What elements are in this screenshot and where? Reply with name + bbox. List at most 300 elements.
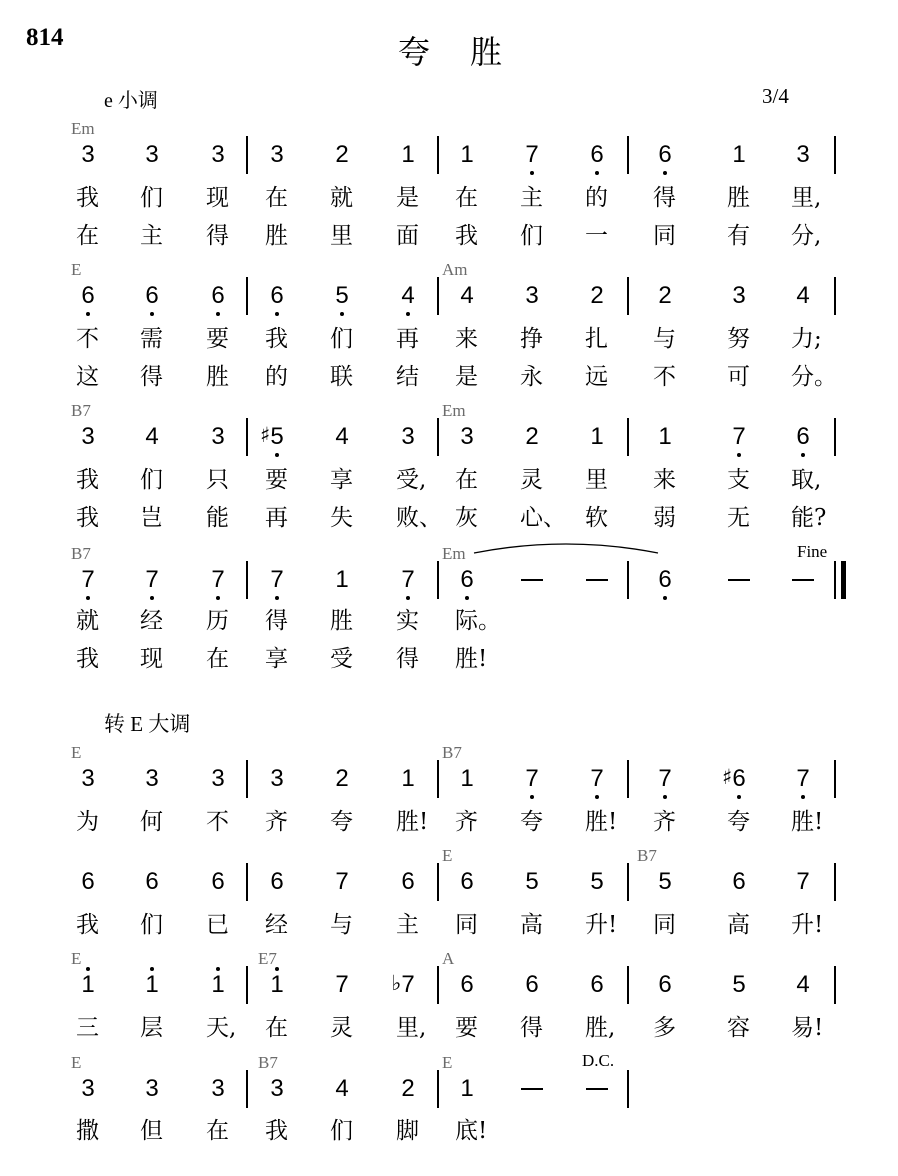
lyric-syllable: 在 [455, 467, 478, 493]
lyric-syllable: 可 [727, 364, 750, 390]
note [650, 282, 680, 310]
note-digit: 7 [658, 765, 672, 792]
note-digit: 7 [590, 765, 604, 792]
note-digit: 6 [81, 868, 95, 895]
note [788, 868, 818, 896]
note-digit: 3 [525, 282, 539, 309]
note [517, 971, 547, 999]
note-digit: 3 [211, 141, 225, 168]
note-digit: 1 [658, 423, 672, 450]
lyric-syllable: 胜 [330, 608, 353, 634]
note [262, 423, 292, 451]
lyric-syllable: 得 [265, 608, 288, 634]
chord-symbol: E [442, 846, 453, 865]
barline [834, 136, 836, 174]
note [203, 868, 233, 896]
note [452, 141, 482, 169]
lyric-syllable: 有 [727, 223, 750, 249]
note-digit: 6 [211, 282, 225, 309]
lyric-syllable: 里, [396, 1015, 427, 1041]
note [724, 765, 754, 793]
note [262, 141, 292, 169]
note-digit: 6 [145, 282, 159, 309]
lyric-syllable: 软 [585, 505, 608, 531]
note [650, 971, 680, 999]
note-digit: 7 [335, 868, 349, 895]
note [452, 765, 482, 793]
chord-symbol: A [442, 949, 455, 968]
note [724, 868, 754, 896]
lyric-syllable: 分, [791, 223, 822, 249]
note [393, 971, 423, 999]
note-digit: 6 [658, 566, 672, 593]
lyric-syllable: 升! [791, 912, 824, 938]
lyric-syllable: 易! [791, 1015, 824, 1041]
note-digit: 3 [270, 765, 284, 792]
lyric-syllable: 胜! [791, 809, 824, 835]
hold-dash [586, 579, 608, 581]
note [582, 868, 612, 896]
lyric-syllable: 无 [727, 505, 750, 531]
note-digit: 4 [335, 423, 349, 450]
note-digit: 3 [81, 423, 95, 450]
note [582, 971, 612, 999]
lyric-syllable: 里 [330, 223, 353, 249]
barline [437, 277, 439, 315]
note [517, 423, 547, 451]
navigation-mark: Fine [797, 542, 828, 561]
lyric-syllable: 们 [330, 1118, 353, 1144]
lyric-syllable: 要 [265, 467, 288, 493]
note [327, 765, 357, 793]
note-digit: 4 [796, 971, 810, 998]
lyric-syllable: 得 [206, 223, 229, 249]
hold-dash [792, 579, 814, 581]
note [73, 765, 103, 793]
chord-symbol: B7 [71, 401, 91, 420]
barline [246, 966, 248, 1004]
lyric-syllable: 胜! [585, 809, 618, 835]
lyric-syllable: 心、 [520, 505, 566, 531]
navigation-mark: D.C. [582, 1051, 615, 1070]
note-digit: 3 [796, 141, 810, 168]
lyric-syllable: 升! [585, 912, 618, 938]
barline [834, 561, 836, 599]
note-digit: 3 [732, 282, 746, 309]
note [582, 141, 612, 169]
chord-symbol: B7 [442, 743, 462, 762]
note [393, 566, 423, 594]
lyric-syllable: 主 [520, 185, 543, 211]
lyric-syllable: 经 [140, 608, 163, 634]
barline [246, 561, 248, 599]
lyric-syllable: 要 [455, 1015, 478, 1041]
note-digit: 3 [211, 423, 225, 450]
barline [437, 863, 439, 901]
lyric-syllable: 但 [140, 1118, 163, 1144]
note [327, 282, 357, 310]
lyric-syllable: 能? [791, 505, 827, 531]
note [650, 566, 680, 594]
note-digit: 5 [335, 282, 349, 309]
note-digit: 2 [335, 141, 349, 168]
note [262, 971, 292, 999]
note-digit: 1 [460, 1075, 474, 1102]
lyric-syllable: 结 [396, 364, 419, 390]
lyric-syllable: 夸 [520, 809, 543, 835]
barline [437, 760, 439, 798]
note-digit: 6 [796, 423, 810, 450]
lyric-syllable: 得 [653, 185, 676, 211]
chord-symbol: E [71, 743, 82, 762]
lyric-syllable: 的 [265, 364, 288, 390]
note-digit: 3 [145, 765, 159, 792]
lyric-syllable: 得 [520, 1015, 543, 1041]
lyric-syllable: 我 [76, 467, 99, 493]
lyric-syllable: 一 [585, 223, 608, 249]
lyric-syllable: 脚 [396, 1118, 419, 1144]
lyric-syllable: 努 [727, 326, 750, 352]
note [73, 971, 103, 999]
lyric-syllable: 胜 [265, 223, 288, 249]
note-digit: 6 ♯ [722, 765, 746, 792]
lyric-syllable: 三 [76, 1015, 99, 1041]
note-digit: 7 [796, 868, 810, 895]
lyric-syllable: 支 [727, 467, 750, 493]
lyric-syllable: 我 [76, 505, 99, 531]
lyric-syllable: 分。 [791, 364, 837, 390]
note-digit: 2 [590, 282, 604, 309]
lyric-syllable: 们 [140, 185, 163, 211]
note [203, 423, 233, 451]
lyric-syllable: 联 [330, 364, 353, 390]
note [788, 141, 818, 169]
lyric-syllable: 不 [76, 326, 99, 352]
time-signature: 3/4 [762, 84, 789, 108]
note-digit: 1 [211, 971, 225, 998]
barline [627, 418, 629, 456]
barline [834, 760, 836, 798]
note [393, 765, 423, 793]
lyric-syllable: 是 [455, 364, 478, 390]
lyric-syllable: 我 [76, 185, 99, 211]
barline [627, 1070, 629, 1108]
note-digit: 3 [401, 423, 415, 450]
lyric-syllable: 为 [76, 809, 99, 835]
note-digit: 3 [81, 765, 95, 792]
note-digit: 1 [590, 423, 604, 450]
barline [437, 561, 439, 599]
note-digit: 5 [590, 868, 604, 895]
note [650, 765, 680, 793]
note [788, 423, 818, 451]
lyric-syllable: 能 [206, 505, 229, 531]
note [393, 1075, 423, 1103]
note [327, 141, 357, 169]
note [724, 282, 754, 310]
lyric-syllable: 受, [396, 467, 427, 493]
barline [246, 136, 248, 174]
lyric-syllable: 来 [455, 326, 478, 352]
lyric-syllable: 是 [396, 185, 419, 211]
hold-dash [586, 1088, 608, 1090]
note [137, 566, 167, 594]
chord-symbol: E7 [258, 949, 277, 968]
lyric-syllable: 齐 [455, 809, 478, 835]
hold-dash [521, 579, 543, 581]
note [327, 566, 357, 594]
note-digit: 3 [145, 141, 159, 168]
chord-symbol: Em [442, 401, 466, 420]
hold-dash [521, 1088, 543, 1090]
note-digit: 4 [460, 282, 474, 309]
chord-symbol: B7 [258, 1053, 278, 1072]
note [724, 423, 754, 451]
note [788, 282, 818, 310]
note [73, 566, 103, 594]
hymn-title: 夸胜 [398, 33, 543, 71]
note [262, 566, 292, 594]
lyric-syllable: 扎 [585, 326, 608, 352]
note-digit: 6 [81, 282, 95, 309]
lyric-syllable: 在 [206, 1118, 229, 1144]
lyric-syllable: 们 [140, 467, 163, 493]
barline [627, 561, 629, 599]
lyric-syllable: 这 [76, 364, 99, 390]
note-digit: 6 [211, 868, 225, 895]
note [582, 282, 612, 310]
note [137, 1075, 167, 1103]
note [517, 141, 547, 169]
lyric-syllable: 在 [206, 646, 229, 672]
lyric-syllable: 齐 [653, 809, 676, 835]
barline [437, 966, 439, 1004]
lyric-syllable: 远 [585, 364, 608, 390]
lyric-syllable: 灰 [455, 505, 478, 531]
tie-slur [472, 541, 660, 555]
note [650, 868, 680, 896]
note-digit: 1 [460, 765, 474, 792]
barline [627, 966, 629, 1004]
note [137, 868, 167, 896]
barline [834, 863, 836, 901]
note [452, 282, 482, 310]
note [582, 765, 612, 793]
chord-symbol: E [442, 1053, 453, 1072]
note [73, 282, 103, 310]
note [650, 423, 680, 451]
lyric-syllable: 主 [396, 912, 419, 938]
lyric-syllable: 永 [520, 364, 543, 390]
sharp-sign: ♯ [260, 423, 271, 447]
lyric-syllable: 灵 [330, 1015, 353, 1041]
lyric-syllable: 胜! [455, 646, 488, 672]
lyric-syllable: 取, [791, 467, 822, 493]
final-barline [841, 561, 846, 599]
lyric-syllable: 不 [206, 809, 229, 835]
note-digit: 5 [658, 868, 672, 895]
lyric-syllable: 需 [140, 326, 163, 352]
lyric-syllable: 不 [653, 364, 676, 390]
lyric-syllable: 得 [396, 646, 419, 672]
lyric-syllable: 底! [455, 1118, 488, 1144]
lyric-syllable: 胜, [585, 1015, 616, 1041]
note [137, 765, 167, 793]
note-digit: 7 [81, 566, 95, 593]
note [203, 1075, 233, 1103]
note [262, 765, 292, 793]
note [73, 868, 103, 896]
chord-symbol: Em [442, 544, 466, 563]
lyric-syllable: 们 [140, 912, 163, 938]
lyric-syllable: 主 [140, 223, 163, 249]
lyric-syllable: 灵 [520, 467, 543, 493]
note-digit: 4 [145, 423, 159, 450]
lyric-syllable: 败、 [396, 505, 442, 531]
note-digit: 7 [732, 423, 746, 450]
note-digit: 1 [145, 971, 159, 998]
note-digit: 6 [658, 971, 672, 998]
note-digit: 6 [270, 868, 284, 895]
note-digit: 3 [211, 1075, 225, 1102]
note-digit: 7 [335, 971, 349, 998]
note [327, 971, 357, 999]
note-digit: 6 [658, 141, 672, 168]
note [452, 566, 482, 594]
lyric-syllable: 里, [791, 185, 822, 211]
barline [246, 1070, 248, 1108]
lyric-syllable: 层 [140, 1015, 163, 1041]
lyric-syllable: 享 [330, 467, 353, 493]
lyric-syllable: 我 [76, 646, 99, 672]
lyric-syllable: 同 [653, 223, 676, 249]
barline [627, 136, 629, 174]
note-digit: 3 [460, 423, 474, 450]
hold-dash [728, 579, 750, 581]
note [452, 971, 482, 999]
lyric-syllable: 高 [727, 912, 750, 938]
note-digit: 1 [270, 971, 284, 998]
note [73, 141, 103, 169]
barline [834, 966, 836, 1004]
modulation-label: 转 E 大调 [104, 712, 191, 736]
note-digit: 3 [145, 1075, 159, 1102]
lyric-syllable: 经 [265, 912, 288, 938]
note [724, 141, 754, 169]
note [582, 423, 612, 451]
hymn-number: 814 [26, 24, 64, 51]
lyric-syllable: 在 [265, 1015, 288, 1041]
barline [627, 760, 629, 798]
lyric-syllable: 夸 [727, 809, 750, 835]
barline [437, 1070, 439, 1108]
lyric-syllable: 多 [653, 1015, 676, 1041]
chord-symbol: E [71, 260, 82, 279]
lyric-syllable: 现 [140, 646, 163, 672]
barline [246, 760, 248, 798]
note [517, 868, 547, 896]
note [262, 1075, 292, 1103]
note-digit: 3 [211, 765, 225, 792]
note [327, 423, 357, 451]
note-digit: 6 [460, 868, 474, 895]
lyric-syllable: 享 [265, 646, 288, 672]
note-digit: 6 [732, 868, 746, 895]
note-digit: 2 [401, 1075, 415, 1102]
note [393, 423, 423, 451]
lyric-syllable: 胜 [727, 185, 750, 211]
note-digit: 6 [270, 282, 284, 309]
note-digit: 2 [525, 423, 539, 450]
lyric-syllable: 我 [76, 912, 99, 938]
note-digit: 4 [335, 1075, 349, 1102]
chord-symbol: B7 [637, 846, 657, 865]
barline [246, 863, 248, 901]
note [137, 141, 167, 169]
note-digit: 4 [796, 282, 810, 309]
note [137, 282, 167, 310]
note-digit: 3 [81, 141, 95, 168]
lyric-syllable: 胜 [206, 364, 229, 390]
note [452, 423, 482, 451]
lyric-syllable: 夸 [330, 809, 353, 835]
note-digit: 7 [525, 765, 539, 792]
barline [246, 277, 248, 315]
key-signature-label: e 小调 [104, 90, 158, 112]
note-digit: 7 [270, 566, 284, 593]
note-digit: 1 [460, 141, 474, 168]
note-digit: 6 [460, 971, 474, 998]
note-digit: 7 ♭ [391, 971, 415, 998]
note-digit: 6 [590, 971, 604, 998]
note [788, 971, 818, 999]
lyric-syllable: 们 [330, 326, 353, 352]
lyric-syllable: 挣 [520, 326, 543, 352]
note-digit: 2 [658, 282, 672, 309]
note-digit: 7 [211, 566, 225, 593]
note [137, 971, 167, 999]
note-digit: 6 [145, 868, 159, 895]
lyric-syllable: 实 [396, 608, 419, 634]
note [650, 141, 680, 169]
lyric-syllable: 要 [206, 326, 229, 352]
note [452, 868, 482, 896]
note-digit: 7 [401, 566, 415, 593]
note [517, 765, 547, 793]
barline [627, 863, 629, 901]
lyric-syllable: 在 [76, 223, 99, 249]
lyric-syllable: 们 [520, 223, 543, 249]
note-digit: 2 [335, 765, 349, 792]
barline [437, 136, 439, 174]
lyric-syllable: 的 [585, 185, 608, 211]
note-digit: 6 [590, 141, 604, 168]
note-digit: 1 [335, 566, 349, 593]
lyric-syllable: 我 [455, 223, 478, 249]
note-digit: 6 [401, 868, 415, 895]
lyric-syllable: 岂 [140, 505, 163, 531]
sharp-sign: ♯ [722, 765, 733, 789]
lyric-syllable: 在 [455, 185, 478, 211]
note [724, 971, 754, 999]
barline [834, 418, 836, 456]
note-digit: 7 [145, 566, 159, 593]
note [517, 282, 547, 310]
note-digit: 1 [81, 971, 95, 998]
note-digit: 3 [270, 141, 284, 168]
flat-sign: ♭ [391, 971, 402, 995]
lyric-syllable: 与 [330, 912, 353, 938]
